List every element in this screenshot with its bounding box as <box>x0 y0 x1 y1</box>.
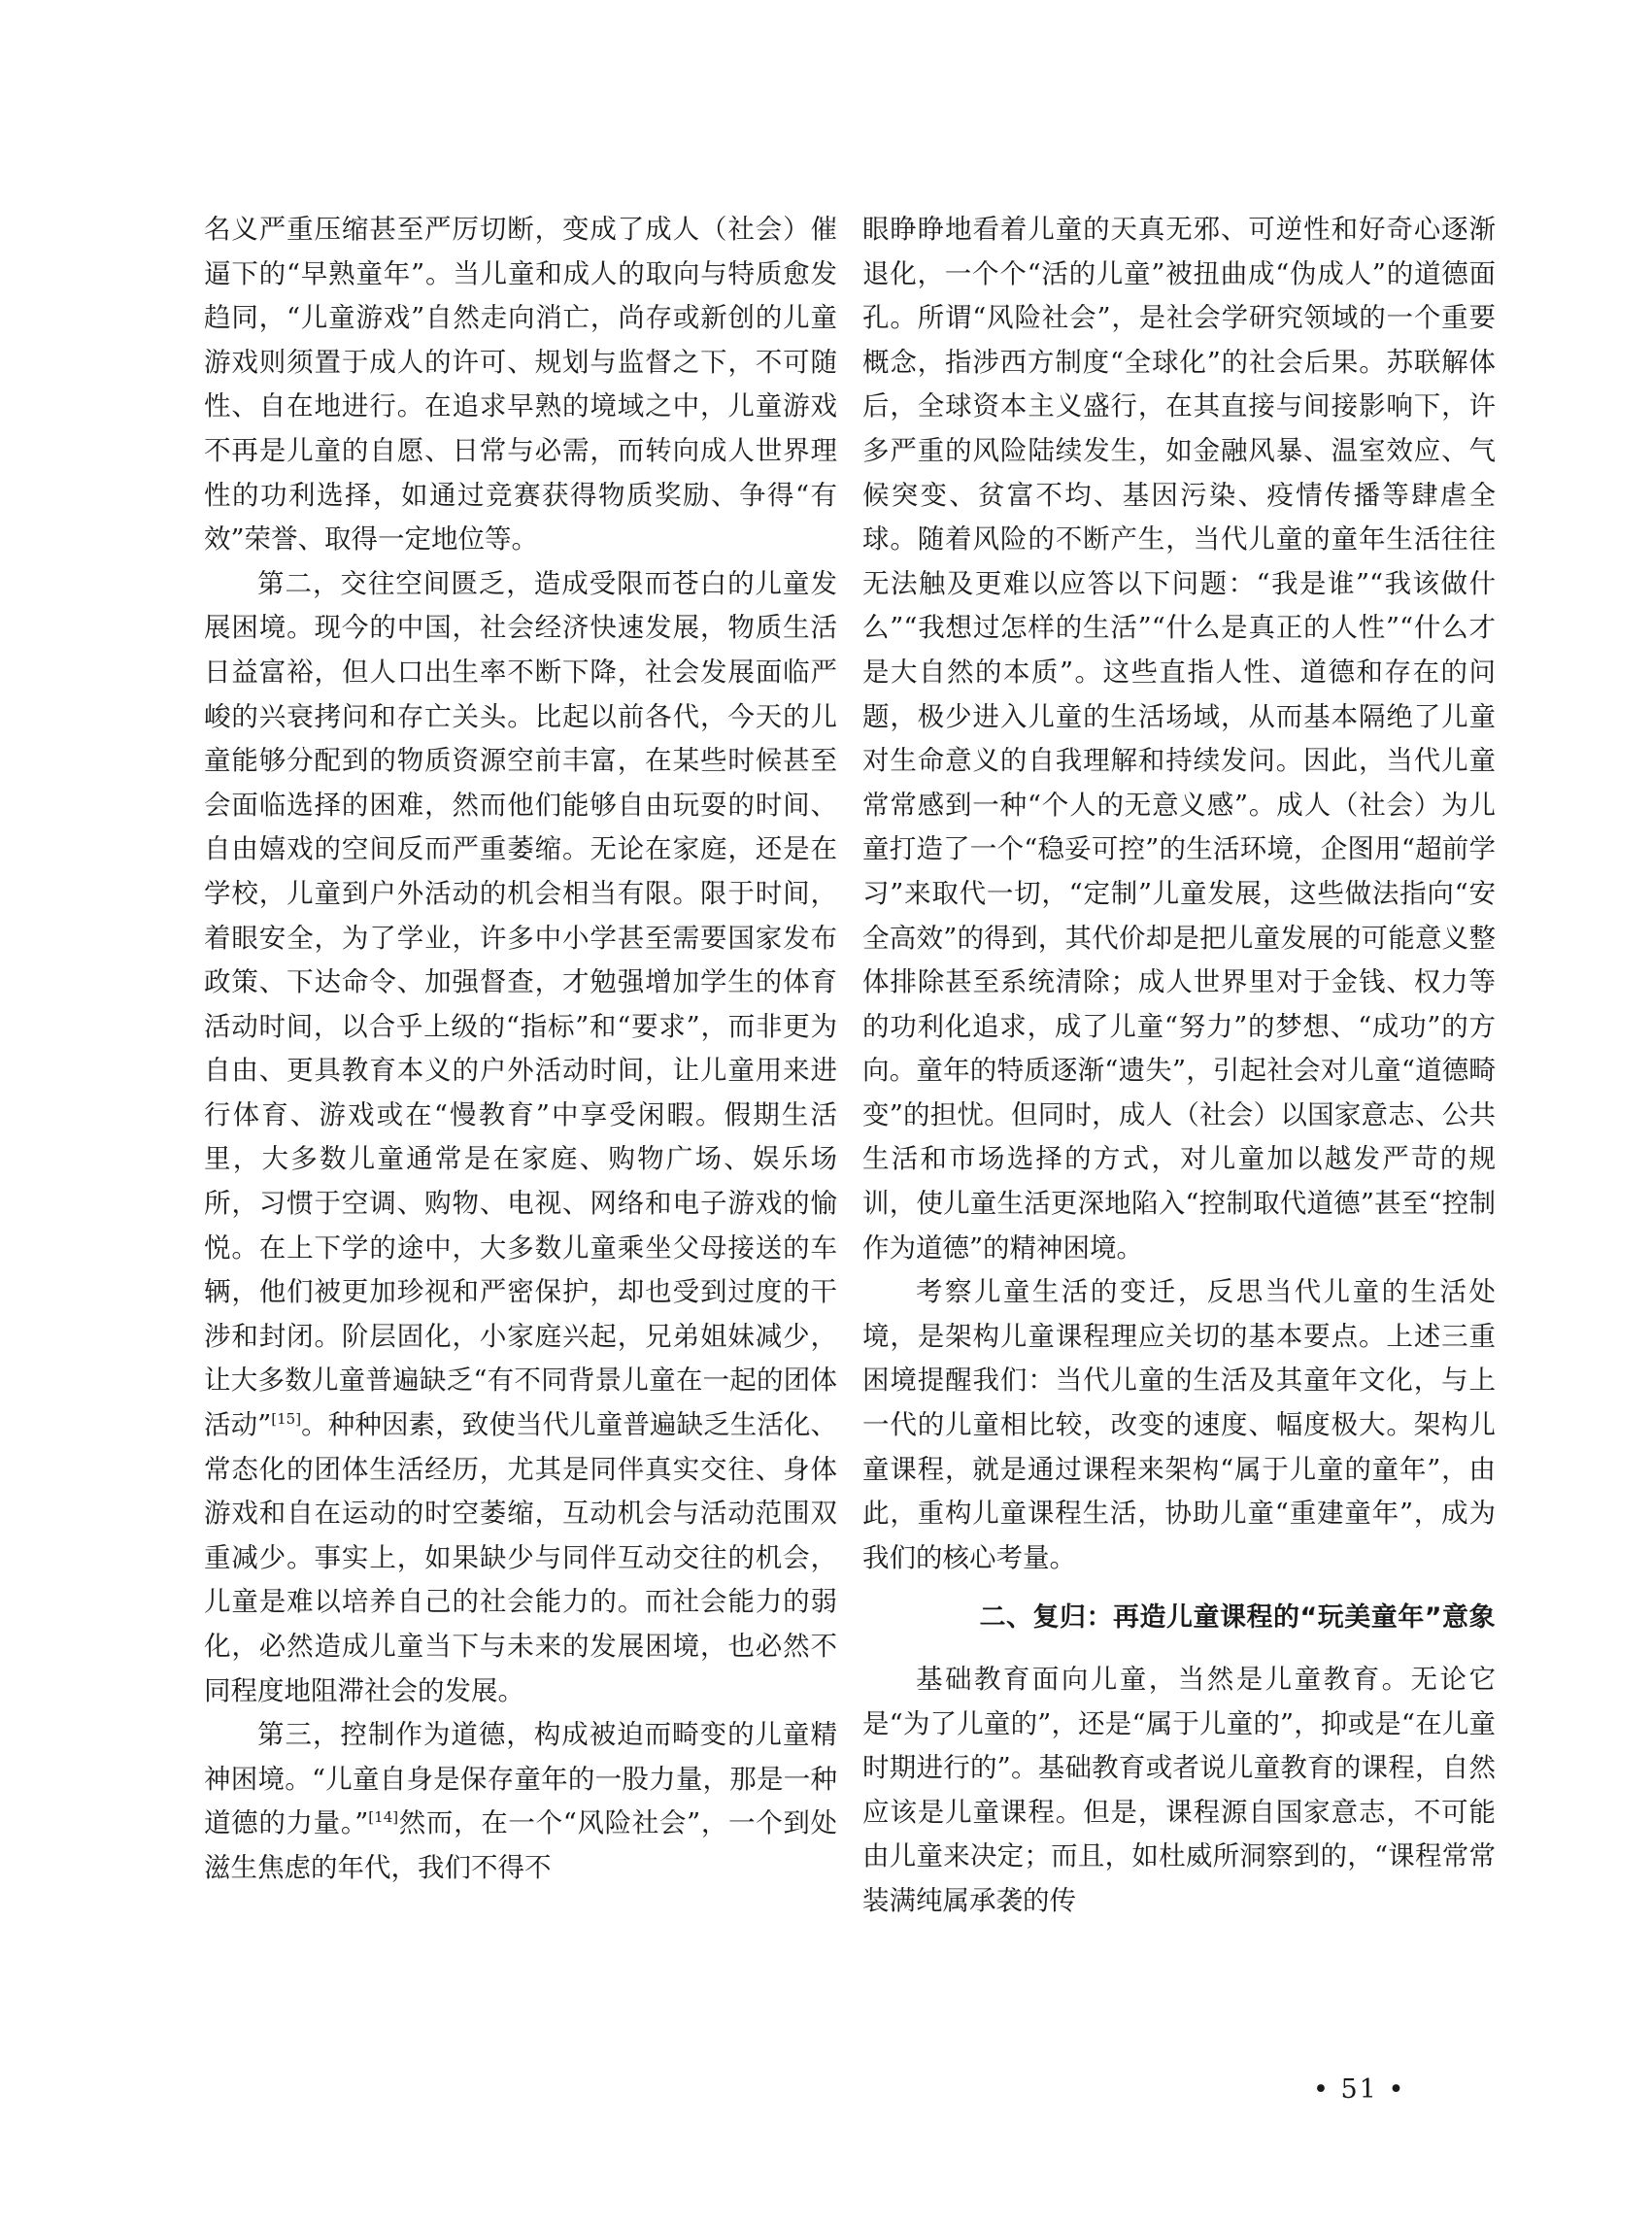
paragraph-summary: 考察儿童生活的变迁，反思当代儿童的生活处境，是架构儿童课程理应关切的基本要点。上述三重困境提醒我们：当代儿童的生活及其童年文化，与上一代的儿童相比较，改变的速度、幅度极大。架构儿童课程，就是通过课程来架构“属于儿童的童年”，由此，重构儿童课程生活，协助儿童“重建童年”，成为我们的核心考量。 <box>862 1276 1496 1573</box>
paragraph-third-point <box>204 1713 837 1890</box>
left-column <box>204 208 837 1891</box>
citation-ref: [15] <box>271 1409 302 1428</box>
paragraph-section-two: 基础教育面向儿童，当然是儿童教育。无论它是“为了儿童的”，还是“属于儿童的”，抑或是“在儿童时期进行的”。基础教育或者说儿童教育的课程，自然应该是儿童课程。但是，课程源自国家意志，不可能由儿童来决定；而且，如杜威所洞察到的，“课程常常装满纯属承袭的传 <box>862 1664 1496 1916</box>
citation-ref: [14] <box>368 1808 399 1827</box>
paragraph-text: 第二，交往空间匮乏，造成受限而苍白的儿童发展困境。现今的中国，社会经济快速发展，物质生活日益富裕，但人口出生率不断下降，社会发展面临严峻的兴衰拷问和存亡关头。比起以前各代，今天的儿童能够分配到的物质资源空前丰富，在某些时候甚至会面临选择的困难，然而他们能够自由玩耍的时间、自由嬉戏的空间反而严重萎缩。无论在家庭，还是在学校，儿童到户外活动的机会相当有限。限于时间，着眼安全，为了学业，许多中小学甚至需要国家发布政策、下达命令、加强督查，才勉强增加学生的体育活动时间，以合乎上级的“指标”和“要求”，而非更为自由、更具教育本义的户外活动时间，让儿童用来进行体育、游戏或在“慢教育”中享受闲暇。假期生活里，大多数儿童通常是在家庭、购物广场、娱乐场所，习惯于空调、购物、电视、网络和电子游戏的愉悦。在上下学的途中，大多数儿童乘坐父母接送的车辆，他们被更加珍视和严密保护，却也受到过度的干涉和封闭。阶层固化，小家庭兴起，兄弟姐妹减少，让大多数儿童普遍缺乏“有不同背景儿童在一起的团体活动” <box>204 567 837 1441</box>
right-column <box>862 208 1496 1924</box>
paragraph-continued: 眼睁睁地看着儿童的天真无邪、可逆性和好奇心逐渐退化，一个个“活的儿童”被扭曲成“伪成人”的道德面孔。所谓“风险社会”，是社会学研究领域的一个重要概念，指涉西方制度“全球化”的社会后果。苏联解体后，全球资本主义盛行，在其直接与间接影响下，许多严重的风险陆续发生，如金融风暴、温室效应、气候突变、贫富不均、基因污染、疫情传播等肆虐全球。随着风险的不断产生，当代儿童的童年生活往往无法触及更难以应答以下问题：“我是谁”“我该做什么”“我想过怎样的生活”“什么是真正的人性”“什么才是大自然的本质”。这些直指人性、道德和存在的问题，极少进入儿童的生活场域，从而基本隔绝了儿童对生命意义的自我理解和持续发问。因此，当代儿童常常感到一种“个人的无意义感”。成人（社会）为儿童打造了一个“稳妥可控”的生活环境，企图用“超前学习”来取代一切，“定制”儿童发展，这些做法指向“安全高效”的得到，其代价却是把儿童发展的可能意义整体排除甚至系统清除；成人世界里对于金钱、权力等的功利化追求，成了儿童“努力”的梦想、“成功”的方向。童年的特质逐渐“遗失”，引起社会对儿童“道德畸变”的担忧。但同时，成人（社会）以国家意志、公共生活和市场选择的方式，对儿童加以越发严苛的规训，使儿童生活更深地陷入“控制取代道德”甚至“控制作为道德”的精神困境。 <box>862 214 1496 1264</box>
paragraph-text: 第三，控制作为道德，构成被迫而畸变的儿童精神困境。“儿童自身是保存童年的一股力量，那是一种道德的力量。” <box>204 1719 837 1839</box>
paragraph-text: 然而，在一个“风险社会”，一个到处滋生焦虑的年代，我们不得不 <box>204 1807 837 1883</box>
page-number: • 51 • <box>1313 2074 1406 2105</box>
paragraph-second-point <box>204 562 837 1713</box>
section-heading: 二、复归：再造儿童课程的“玩美童年”意象 <box>979 1602 1496 1634</box>
paragraph-text: 。种种因素，致使当代儿童普遍缺乏生活化、常态化的团体生活经历，尤其是同伴真实交往、身体游戏和自在运动的时空萎缩，互动机会与活动范围双重减少。事实上，如果缺少与同伴互动交往的机会，儿童是难以培养自己的社会能力的。而社会能力的弱化，必然造成儿童当下与未来的发展困境，也必然不同程度地阻滞社会的发展。 <box>204 1409 838 1706</box>
paragraph-continued: 名义严重压缩甚至严厉切断，变成了成人（社会）催逼下的“早熟童年”。当儿童和成人的取向与特质愈发趋同，“儿童游戏”自然走向消亡，尚存或新创的儿童游戏则须置于成人的许可、规划与监督之下，不可随性、自在地进行。在追求早熟的境域之中，儿童游戏不再是儿童的自愿、日常与必需，而转向成人世界理性的功利选择，如通过竞赛获得物质奖励、争得“有效”荣誉、取得一定地位等。 <box>204 214 837 556</box>
